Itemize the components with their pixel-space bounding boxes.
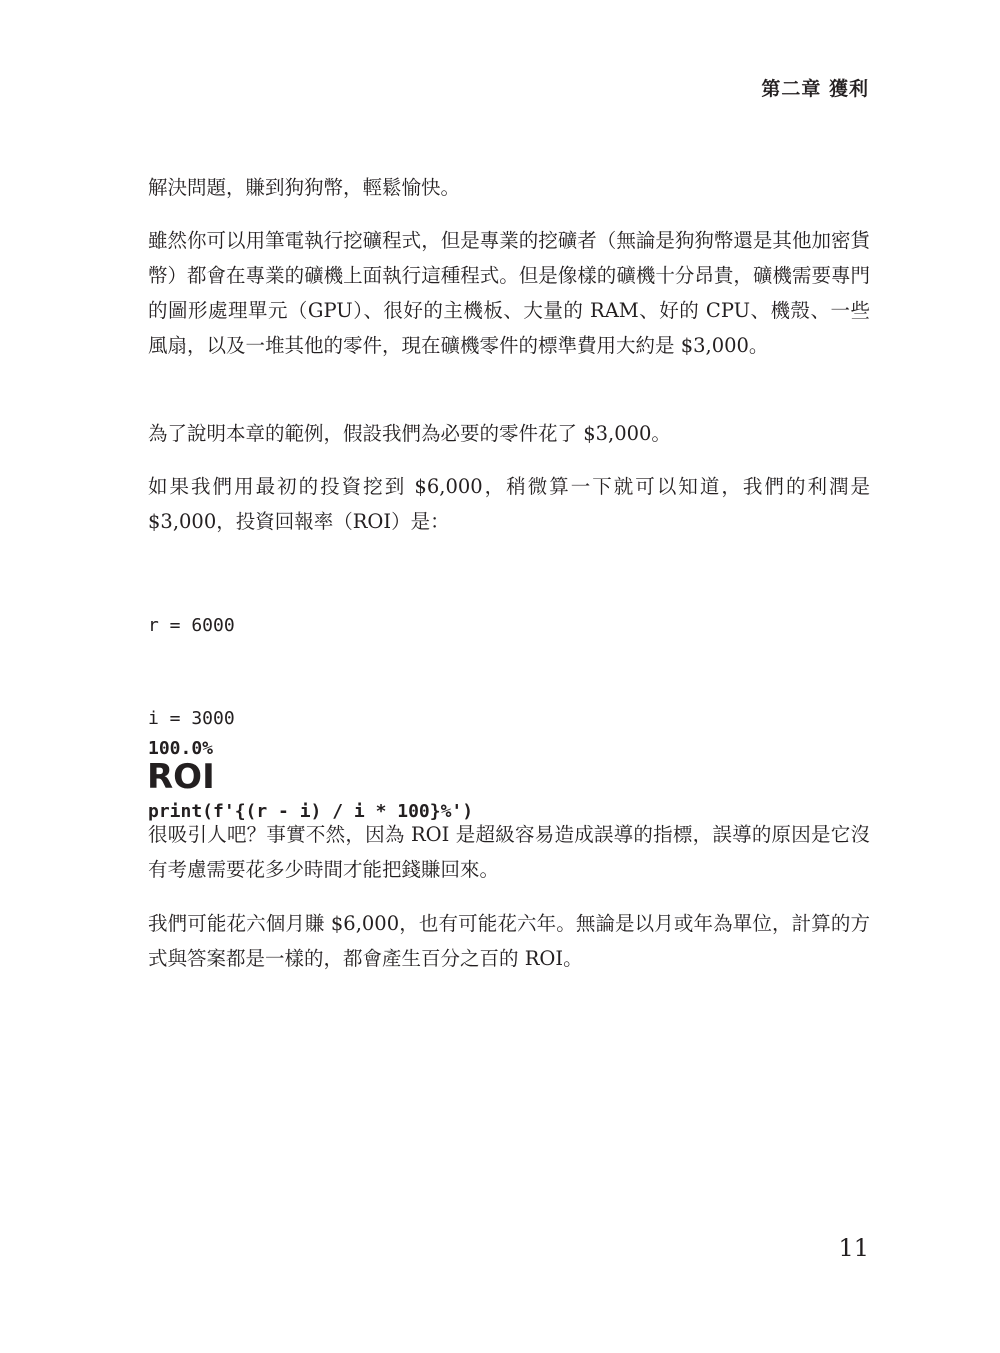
code-output-line: 100.0% [148,738,214,759]
code-line: i = 3000 [148,708,235,729]
code-line: r = 6000 [148,615,235,636]
code-line: print(f'{(r - i) / i * 100}%') [148,801,474,822]
section-paragraph-2: 我們可能花六個月賺 $6,000，也有可能花六年。無論是以月或年為單位，計算的方式與答案都是一樣的，都會產生百分之百的 ROI。 [148,912,870,970]
paragraph-2: 雖然你可以用筆電執行挖礦程式，但是專業的挖礦者（無論是狗狗幣還是其他加密貨幣）都會在專業的礦機上面執行這種程式。但是像樣的礦機十分昂貴，礦機需要專門的圖形處理單元（GPU）、很好的主機板、大量的 RAM、好的 CPU、機殼、一些風扇，以及一堆其他的零件，現在礦機零件的標準費用大約是 $3,000。 [148,229,870,357]
running-head: 第二章 獲利 [761,78,869,100]
paragraph-1: 解決問題，賺到狗狗幣，輕鬆愉快。 [148,176,461,199]
section-title: ROI [147,757,215,797]
paragraph-4: 如果我們用最初的投資挖到 $6,000，稍微算一下就可以知道，我們的利潤是 $3,000，投資回報率（ROI）是： [148,475,870,533]
page-number: 11 [838,1234,869,1262]
paragraph-3: 為了說明本章的範例，假設我們為必要的零件花了 $3,000。 [148,422,671,445]
section-paragraph-1: 很吸引人吧？事實不然，因為 ROI 是超級容易造成誤導的指標，誤導的原因是它沒有考慮需要花多少時間才能把錢賺回來。 [148,823,870,881]
